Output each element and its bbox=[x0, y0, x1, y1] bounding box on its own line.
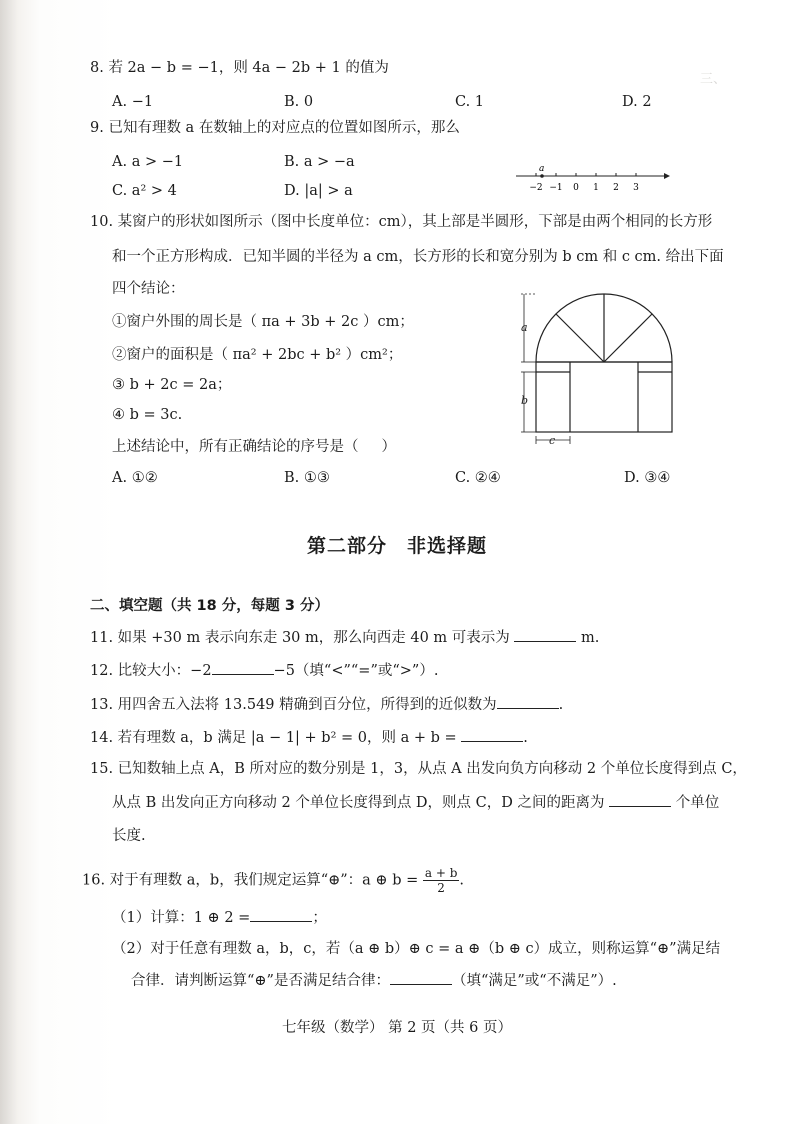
q8-option-a: A. −1 bbox=[112, 94, 154, 110]
q13: 13. 用四舍五入法将 13.549 精确到百分位，所得到的近似数为 . bbox=[90, 694, 563, 715]
q10-ask: 上述结论中，所有正确结论的序号是（ ） bbox=[112, 439, 397, 455]
q14-answer-blank[interactable] bbox=[461, 727, 523, 742]
q16-part1: （1）计算：1 ⊕ 2 = ； bbox=[112, 907, 327, 928]
tick-label: 3 bbox=[633, 183, 639, 193]
q10-conclusion-3: ③ b + 2c = 2a； bbox=[112, 377, 232, 393]
q8-option-b: B. 0 bbox=[284, 94, 314, 110]
q9-option-b: B. a > −a bbox=[284, 154, 355, 170]
number-line-arrow-icon bbox=[664, 173, 670, 179]
dimension-label-c: c bbox=[549, 434, 556, 447]
section2-heading: 二、填空题（共 18 分，每题 3 分） bbox=[90, 598, 329, 614]
q8-stem: 8. 若 2a − b = −1，则 4a − 2b + 1 的值为 bbox=[90, 60, 389, 76]
q10-conclusion-4: ④ b = 3c. bbox=[112, 407, 183, 423]
q9-option-c: C. a² > 4 bbox=[112, 183, 177, 199]
q8-option-c: C. 1 bbox=[455, 94, 485, 110]
q10-line2: 和一个正方形构成．已知半圆的半径为 a cm，长方形的长和宽分别为 b cm 和 c cm. 给出下面 bbox=[112, 249, 724, 265]
q10-line3: 四个结论： bbox=[112, 281, 185, 297]
q12-answer-blank[interactable] bbox=[212, 660, 274, 675]
tick-label: 0 bbox=[573, 183, 579, 193]
q12: 12. 比较大小：−2 −5（填“<”“=”或“>”）. bbox=[90, 660, 438, 681]
q16-part2-answer-blank[interactable] bbox=[390, 970, 452, 985]
q8-option-d: D. 2 bbox=[622, 94, 652, 110]
q10-window-figure bbox=[518, 286, 678, 452]
q15-line3: 长度. bbox=[112, 828, 146, 844]
q11-answer-blank[interactable] bbox=[514, 627, 576, 642]
dimension-label-b: b bbox=[521, 394, 529, 407]
page-footer: 七年级（数学） 第 2 页（共 6 页） bbox=[282, 1020, 512, 1036]
tick-label: 2 bbox=[613, 183, 619, 193]
q10-line1: 10. 某窗户的形状如图所示（图中长度单位：cm），其上部是半圆形，下部是由两个相同的长方形 bbox=[90, 214, 713, 230]
q10-conclusion-2: ②窗户的面积是（ πa² + 2bc + b² ）cm²； bbox=[112, 347, 403, 363]
q16-part1-answer-blank[interactable] bbox=[250, 907, 312, 922]
q11: 11. 如果 +30 m 表示向东走 30 m，那么向西走 40 m 可表示为 m. bbox=[90, 627, 599, 648]
q14: 14. 若有理数 a，b 满足 |a − 1| + b² = 0，则 a + b = . bbox=[90, 727, 528, 748]
q15-answer-blank[interactable] bbox=[609, 792, 671, 807]
tick-label: −1 bbox=[549, 183, 563, 193]
q16-stem: 16. 对于有理数 a，b，我们规定运算“⊕”：a ⊕ b = $\frac{a + b}{2}$ . bbox=[82, 866, 464, 895]
q9-option-a: A. a > −1 bbox=[112, 154, 184, 170]
q9-stem: 9. 已知有理数 a 在数轴上的对应点的位置如图所示，那么 bbox=[90, 120, 460, 136]
q9-number-line-figure bbox=[512, 162, 672, 198]
q10-option-c: C. ②④ bbox=[455, 470, 501, 486]
q10-option-d: D. ③④ bbox=[624, 470, 671, 486]
q9-option-d: D. |a| > a bbox=[284, 183, 353, 199]
q16-part2-line1: （2）对于任意有理数 a，b，c，若（a ⊕ b）⊕ c = a ⊕（b ⊕ c）成立，则称运算“⊕”满足结 bbox=[112, 941, 721, 957]
point-a-marker bbox=[540, 174, 544, 178]
bleed-through-text: 三、 bbox=[700, 72, 727, 87]
q10-option-b: B. ①③ bbox=[284, 470, 330, 486]
point-a-label: a bbox=[539, 164, 545, 174]
q13-answer-blank[interactable] bbox=[497, 694, 559, 709]
q15-line2: 从点 B 出发向正方向移动 2 个单位长度得到点 D，则点 C，D 之间的距离为 个单位 bbox=[112, 792, 719, 813]
q15-line1: 15. 已知数轴上点 A，B 所对应的数分别是 1，3，从点 A 出发向负方向移动 2 个单位长度得到点 C， bbox=[90, 761, 747, 777]
tick-label: 1 bbox=[593, 183, 599, 193]
dimension-label-a: a bbox=[521, 321, 528, 334]
q10-conclusion-1: ①窗户外围的周长是（ πa + 3b + 2c ）cm； bbox=[112, 314, 414, 330]
part2-title: 第二部分 非选择题 bbox=[306, 535, 487, 557]
tick-label: −2 bbox=[529, 183, 543, 193]
q16-fraction: $\frac{a + b}{2}$ bbox=[424, 866, 458, 895]
q16-part2-line2: 合律．请判断运算“⊕”是否满足结合律： （填“满足”或“不满足”）. bbox=[131, 970, 617, 991]
q10-option-a: A. ①② bbox=[112, 470, 158, 486]
